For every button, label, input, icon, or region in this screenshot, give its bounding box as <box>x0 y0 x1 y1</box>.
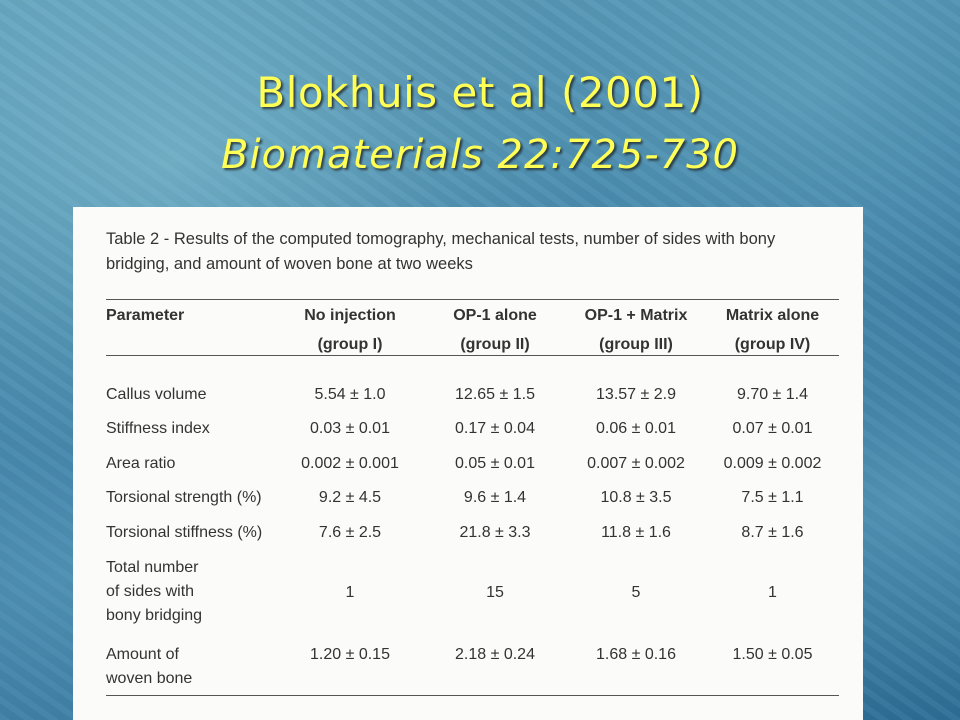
results-table-panel <box>73 207 863 720</box>
row-label-bony-bridging <box>106 556 202 628</box>
table-cell: 1.50 ± 0.05 <box>732 646 813 663</box>
table-cell: 1 <box>768 584 777 601</box>
table-cell: 10.8 ± 3.5 <box>600 489 672 506</box>
row-label-woven-bone <box>106 643 192 691</box>
table-cell: 8.7 ± 1.6 <box>741 524 804 541</box>
table-cell: 5.54 ± 1.0 <box>314 386 386 403</box>
row-label-torsional-strength: Torsional strength (%) <box>106 489 262 506</box>
header-parameter: Parameter <box>106 307 185 324</box>
table-bottom-rule <box>106 695 839 696</box>
table-cell: 12.65 ± 1.5 <box>455 386 535 403</box>
table-cell: 0.03 ± 0.01 <box>310 420 390 437</box>
table-cell: 21.8 ± 3.3 <box>459 524 531 541</box>
table-cell: 1.20 ± 0.15 <box>310 646 390 663</box>
table-top-rule <box>106 299 839 300</box>
table-cell: 1 <box>345 584 355 601</box>
table-cell: 0.007 ± 0.002 <box>587 455 685 472</box>
table-caption <box>106 227 846 277</box>
table-cell: 9.2 ± 4.5 <box>318 489 382 506</box>
table-cell: 5 <box>631 584 641 601</box>
slide-title: Blokhuis et al (2001) <box>256 68 704 117</box>
header-col-group: (group III) <box>599 336 673 353</box>
table-cell: 0.17 ± 0.04 <box>455 420 535 437</box>
row-label-callus-volume: Callus volume <box>106 386 207 403</box>
header-col-4 <box>700 304 845 357</box>
row-label-line: of sides with <box>106 583 195 600</box>
table-cell: 15 <box>486 584 504 601</box>
row-label-area-ratio: Area ratio <box>106 455 176 472</box>
row-label-line: Amount of <box>106 646 179 663</box>
header-col-group: (group I) <box>317 336 383 353</box>
header-col-3 <box>556 304 716 357</box>
table-cell: 2.18 ± 0.24 <box>455 646 535 663</box>
table-cell: 0.07 ± 0.01 <box>732 420 813 437</box>
table-cell: 1.68 ± 0.16 <box>596 646 676 663</box>
slide-subtitle: Biomaterials 22:725-730 <box>220 132 740 178</box>
row-label-line: woven bone <box>106 670 193 687</box>
table-cell: 0.05 ± 0.01 <box>455 455 535 472</box>
header-col-name: OP-1 alone <box>453 307 537 324</box>
table-cell: 7.5 ± 1.1 <box>741 489 804 506</box>
table-cell: 0.002 ± 0.001 <box>301 455 399 472</box>
header-col-group: (group II) <box>460 336 530 353</box>
header-col-2 <box>425 304 565 357</box>
table-cell: 11.8 ± 1.6 <box>601 524 671 541</box>
row-label-torsional-stiffness: Torsional stiffness (%) <box>106 524 263 541</box>
header-col-name: Matrix alone <box>725 307 820 324</box>
header-col-name: OP-1 + Matrix <box>584 307 688 324</box>
table-cell: 9.70 ± 1.4 <box>736 386 809 403</box>
table-caption-line: Table 2 - Results of the computed tomography, mechanical tests, number of sides with bony <box>106 230 776 248</box>
header-col-1 <box>280 304 420 357</box>
table-cell: 0.009 ± 0.002 <box>723 455 822 472</box>
table-cell: 7.6 ± 2.5 <box>318 524 382 541</box>
row-label-line: bony bridging <box>106 607 203 624</box>
table-cell: 13.57 ± 2.9 <box>596 386 676 403</box>
row-label-stiffness-index: Stiffness index <box>106 420 210 437</box>
table-caption-line: bridging, and amount of woven bone at two weeks <box>106 255 473 273</box>
header-col-name: No injection <box>304 307 396 324</box>
table-cell: 9.6 ± 1.4 <box>463 489 527 506</box>
row-label-line: Total number <box>106 559 199 576</box>
header-col-group: (group IV) <box>734 336 811 353</box>
table-cell: 0.06 ± 0.01 <box>596 420 676 437</box>
table-header-rule <box>106 355 839 356</box>
